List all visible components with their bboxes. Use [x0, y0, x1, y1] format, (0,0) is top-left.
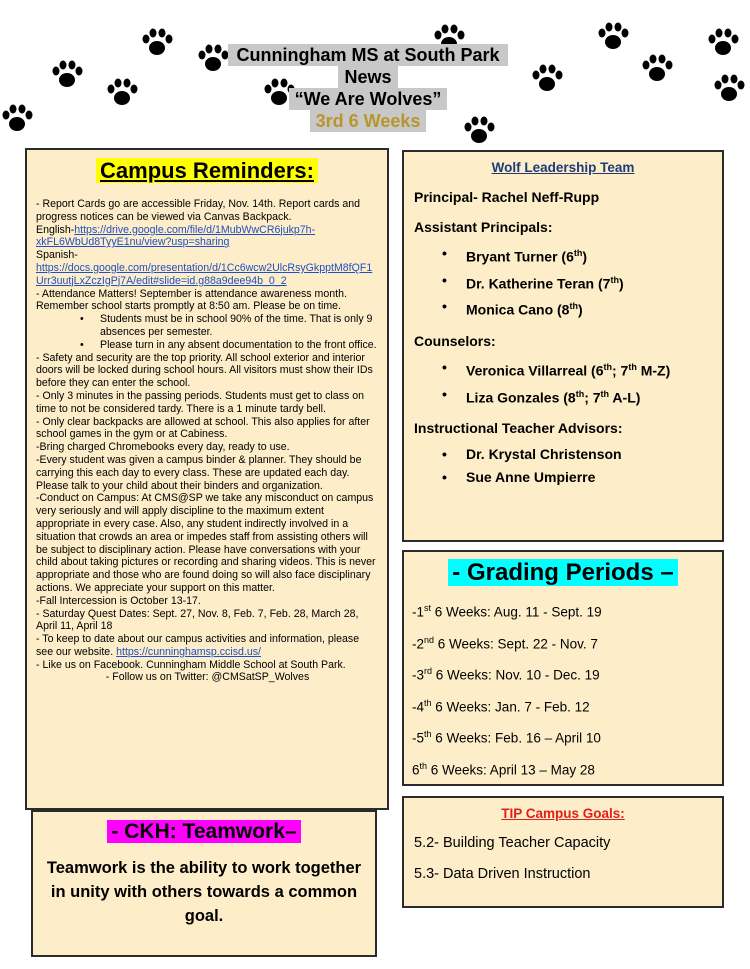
reminder-intercession: -Fall Intercession is October 13-17.: [36, 594, 201, 607]
reminder-conduct: -Conduct on Campus: At CMS@SP we take any misconduct on campus very seriously and will apply discipline to the maximum extent appropriate in every case. Also, any student indirectly involved in a situation that crowds an area or impedes staff from assisting others will be subject to disciplinary action. Please have conversations with your child about taking pictures or recording and sharing videos. This is never appropriate and those who are found doing so will also face disciplinary actions. We appreciate your support on this matter.: [36, 492, 376, 594]
ap-item: • Bryant Turner (6th): [442, 245, 712, 266]
ap-item: • Monica Cano (8th): [442, 298, 712, 319]
leadership-panel: [402, 150, 724, 542]
ita-label: Instructional Teacher Advisors:: [414, 420, 623, 437]
paw-print-icon: [0, 104, 34, 134]
paw-print-icon: [712, 74, 746, 104]
campus-reminders-panel: [25, 148, 389, 810]
grading-periods-panel: [402, 550, 724, 786]
tip-goals-title: TIP Campus Goals:: [501, 806, 625, 821]
reminder-saturday-quest: - Saturday Quest Dates: Sept. 27, Nov. 8, Feb. 7, Feb. 28, March 28, April 11, April 18: [36, 607, 359, 633]
attendance-bullet-1: • Students must be in school 90% of the time. That is only 9 absences per semester.: [80, 313, 379, 339]
ita-item: • Sue Anne Umpierre: [442, 469, 712, 486]
grading-period: -2nd 6 Weeks: Sept. 22 - Nov. 7: [412, 634, 598, 651]
leadership-title: Wolf Leadership Team: [491, 160, 635, 175]
news-title: News: [338, 66, 397, 88]
counselors-label: Counselors:: [414, 332, 496, 349]
reminder-report-cards: - Report Cards go are accessible Friday, Nov. 14th. Report cards and progress notices can be viewed via Canvas Backpack.: [36, 198, 361, 223]
grading-period: -4th 6 Weeks: Jan. 7 - Feb. 12: [412, 697, 590, 714]
campus-reminders-title: Campus Reminders:: [96, 158, 318, 183]
paw-print-icon: [140, 28, 174, 58]
english-label: English-: [36, 223, 75, 236]
paw-print-icon: [50, 60, 84, 90]
ckh-body: Teamwork is the ability to work together in unity with others towards a common goal.: [46, 859, 362, 925]
grading-period: 6th 6 Weeks: April 13 – May 28: [412, 760, 595, 777]
website-link[interactable]: https://cunninghamsp.ccisd.us/: [116, 645, 261, 658]
attendance-bullet-2: • Please turn in any absent documentation to the front office.: [80, 339, 379, 352]
grading-period: -5th 6 Weeks: Feb. 16 – April 10: [412, 729, 601, 746]
reminder-safety: - Safety and security are the top priority. All school exterior and interior doors will be locked during school hours. All visitors must show their IDs before they can enter the school.: [36, 351, 373, 390]
school-title: Cunningham MS at South Park: [228, 44, 508, 66]
grading-periods-title: - Grading Periods –: [448, 559, 677, 586]
period-subtitle: 3rd 6 Weeks: [310, 110, 427, 132]
reminder-backpacks: - Only clear backpacks are allowed at school. This also applies for after school games in the gym or at Cabiness.: [36, 415, 370, 441]
english-report-link[interactable]: https://drive.google.com/file/d/1MubWwCR6jukp7h-xkFL6WbUd8TyyE1nu/view?usp=sharing: [36, 223, 316, 249]
spanish-report-link[interactable]: https://docs.google.com/presentation/d/1Cc6wcw2UlcRsyGkpptM8fQF1Urr3uutjLxZczIgPj7A/edit#slide=id.g88a9dee94b_0_2: [36, 261, 373, 287]
tip-goal: 5.2- Building Teacher Capacity: [414, 835, 611, 851]
principal: Principal- Rachel Neff-Rupp: [414, 189, 600, 205]
paw-print-icon: [530, 64, 564, 94]
paw-print-icon: [105, 78, 139, 108]
spanish-label: Spanish-: [36, 249, 78, 262]
reminder-binder: -Every student was given a campus binder & planner. They should be carrying this each day to every class. These are updated each day. Please talk to your child about their binders and organization.: [36, 453, 362, 492]
ckh-title: - CKH: Teamwork–: [107, 820, 300, 843]
reminder-attendance: - Attendance Matters! September is attendance awareness month. Remember school starts promptly at 8:50 am. Please be on time.: [36, 287, 347, 313]
ap-item: • Dr. Katherine Teran (7th): [442, 272, 712, 293]
paw-print-icon: [196, 44, 230, 74]
grading-period: -3rd 6 Weeks: Nov. 10 - Dec. 19: [412, 666, 600, 683]
reminder-twitter: - Follow us on Twitter: @CMSatSP_Wolves: [105, 671, 310, 684]
ita-item: • Dr. Krystal Christenson: [442, 446, 712, 463]
reminder-website: - To keep to date about our campus activities and information, please see our website.: [36, 633, 360, 658]
reminder-facebook: - Like us on Facebook. Cunningham Middle School at South Park.: [36, 658, 346, 671]
grading-period: -1st 6 Weeks: Aug. 11 - Sept. 19: [412, 603, 602, 620]
assistant-principals-label: Assistant Principals:: [414, 219, 553, 235]
tip-goals-panel: [402, 796, 724, 908]
paw-print-icon: [596, 22, 630, 52]
counselor-item: • Veronica Villarreal (6th; 7th M-Z): [442, 359, 712, 380]
newsletter-header: [228, 44, 508, 132]
tip-goal: 5.3- Data Driven Instruction: [414, 866, 591, 882]
reminder-passing: - Only 3 minutes in the passing periods. Students must get to class on time to not be considered tardy. There is a 1 minute tardy bell.: [36, 389, 364, 415]
reminder-chromebooks: -Bring charged Chromebooks every day, ready to use.: [36, 441, 290, 454]
paw-print-icon: [640, 54, 674, 84]
paw-print-icon: [706, 28, 740, 58]
ckh-panel: [31, 810, 377, 957]
motto-title: “We Are Wolves”: [289, 88, 448, 110]
counselor-item: • Liza Gonzales (8th; 7th A-L): [442, 386, 712, 407]
